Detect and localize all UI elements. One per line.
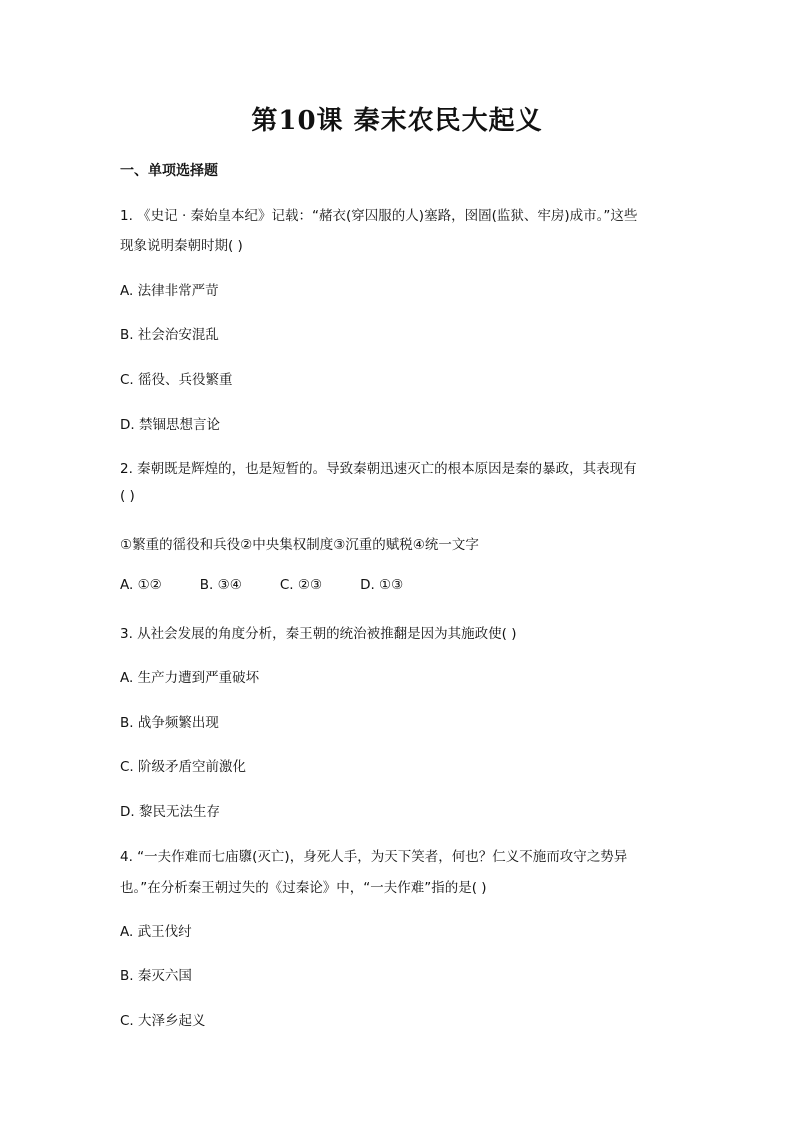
- question-2-line-2: ( ): [120, 488, 135, 504]
- question-2-option-a: A. ①②: [120, 577, 162, 593]
- question-1-line-1: 1. 《史记 · 秦始皇本纪》记载：“赭衣(穿囚服的人)塞路，囹圄(监狱、牢房)成市。”这些: [120, 208, 638, 224]
- section-heading: 一、单项选择题: [120, 163, 218, 179]
- question-1-line-2: 现象说明秦朝时期( ): [120, 238, 243, 254]
- question-4-option-a: A. 武王伐纣: [120, 924, 192, 940]
- question-3-option-d: D. 黎民无法生存: [120, 804, 220, 820]
- question-2-statements: ①繁重的徭役和兵役②中央集权制度③沉重的赋税④统一文字: [120, 537, 479, 553]
- question-4-line-2: 也。”在分析秦王朝过失的《过秦论》中，“一夫作难”指的是( ): [120, 880, 487, 896]
- question-1-option-c: C. 徭役、兵役繁重: [120, 372, 233, 388]
- question-3-option-c: C. 阶级矛盾空前激化: [120, 759, 247, 775]
- question-3-option-b: B. 战争频繁出现: [120, 715, 219, 731]
- question-1-option-b: B. 社会治安混乱: [120, 327, 219, 343]
- question-2-option-d: D. ①③: [360, 577, 404, 593]
- question-2-option-c: C. ②③: [279, 577, 323, 593]
- question-3-line-1: 3. 从社会发展的角度分析，秦王朝的统治被推翻是因为其施政使( ): [120, 626, 517, 642]
- question-2-line-1: 2. 秦朝既是辉煌的，也是短暂的。导致秦朝迅速灭亡的根本原因是秦的暴政，其表现有: [120, 461, 637, 477]
- question-2-option-b: B. ③④: [199, 577, 242, 593]
- question-4-option-b: B. 秦灭六国: [120, 968, 192, 984]
- question-4-option-c: C. 大泽乡起义: [120, 1013, 206, 1029]
- question-4-line-1: 4. “一夫作难而七庙隳(灭亡)，身死人手，为天下笑者，何也？仁义不施而攻守之势异: [120, 849, 628, 865]
- question-1-option-d: D. 禁锢思想言论: [120, 417, 220, 433]
- lesson-title: 第10课 秦末农民大起义: [251, 106, 543, 136]
- question-2-options: [120, 577, 441, 593]
- question-3-option-a: A. 生产力遭到严重破坏: [120, 670, 260, 686]
- question-1-option-a: A. 法律非常严苛: [120, 283, 219, 299]
